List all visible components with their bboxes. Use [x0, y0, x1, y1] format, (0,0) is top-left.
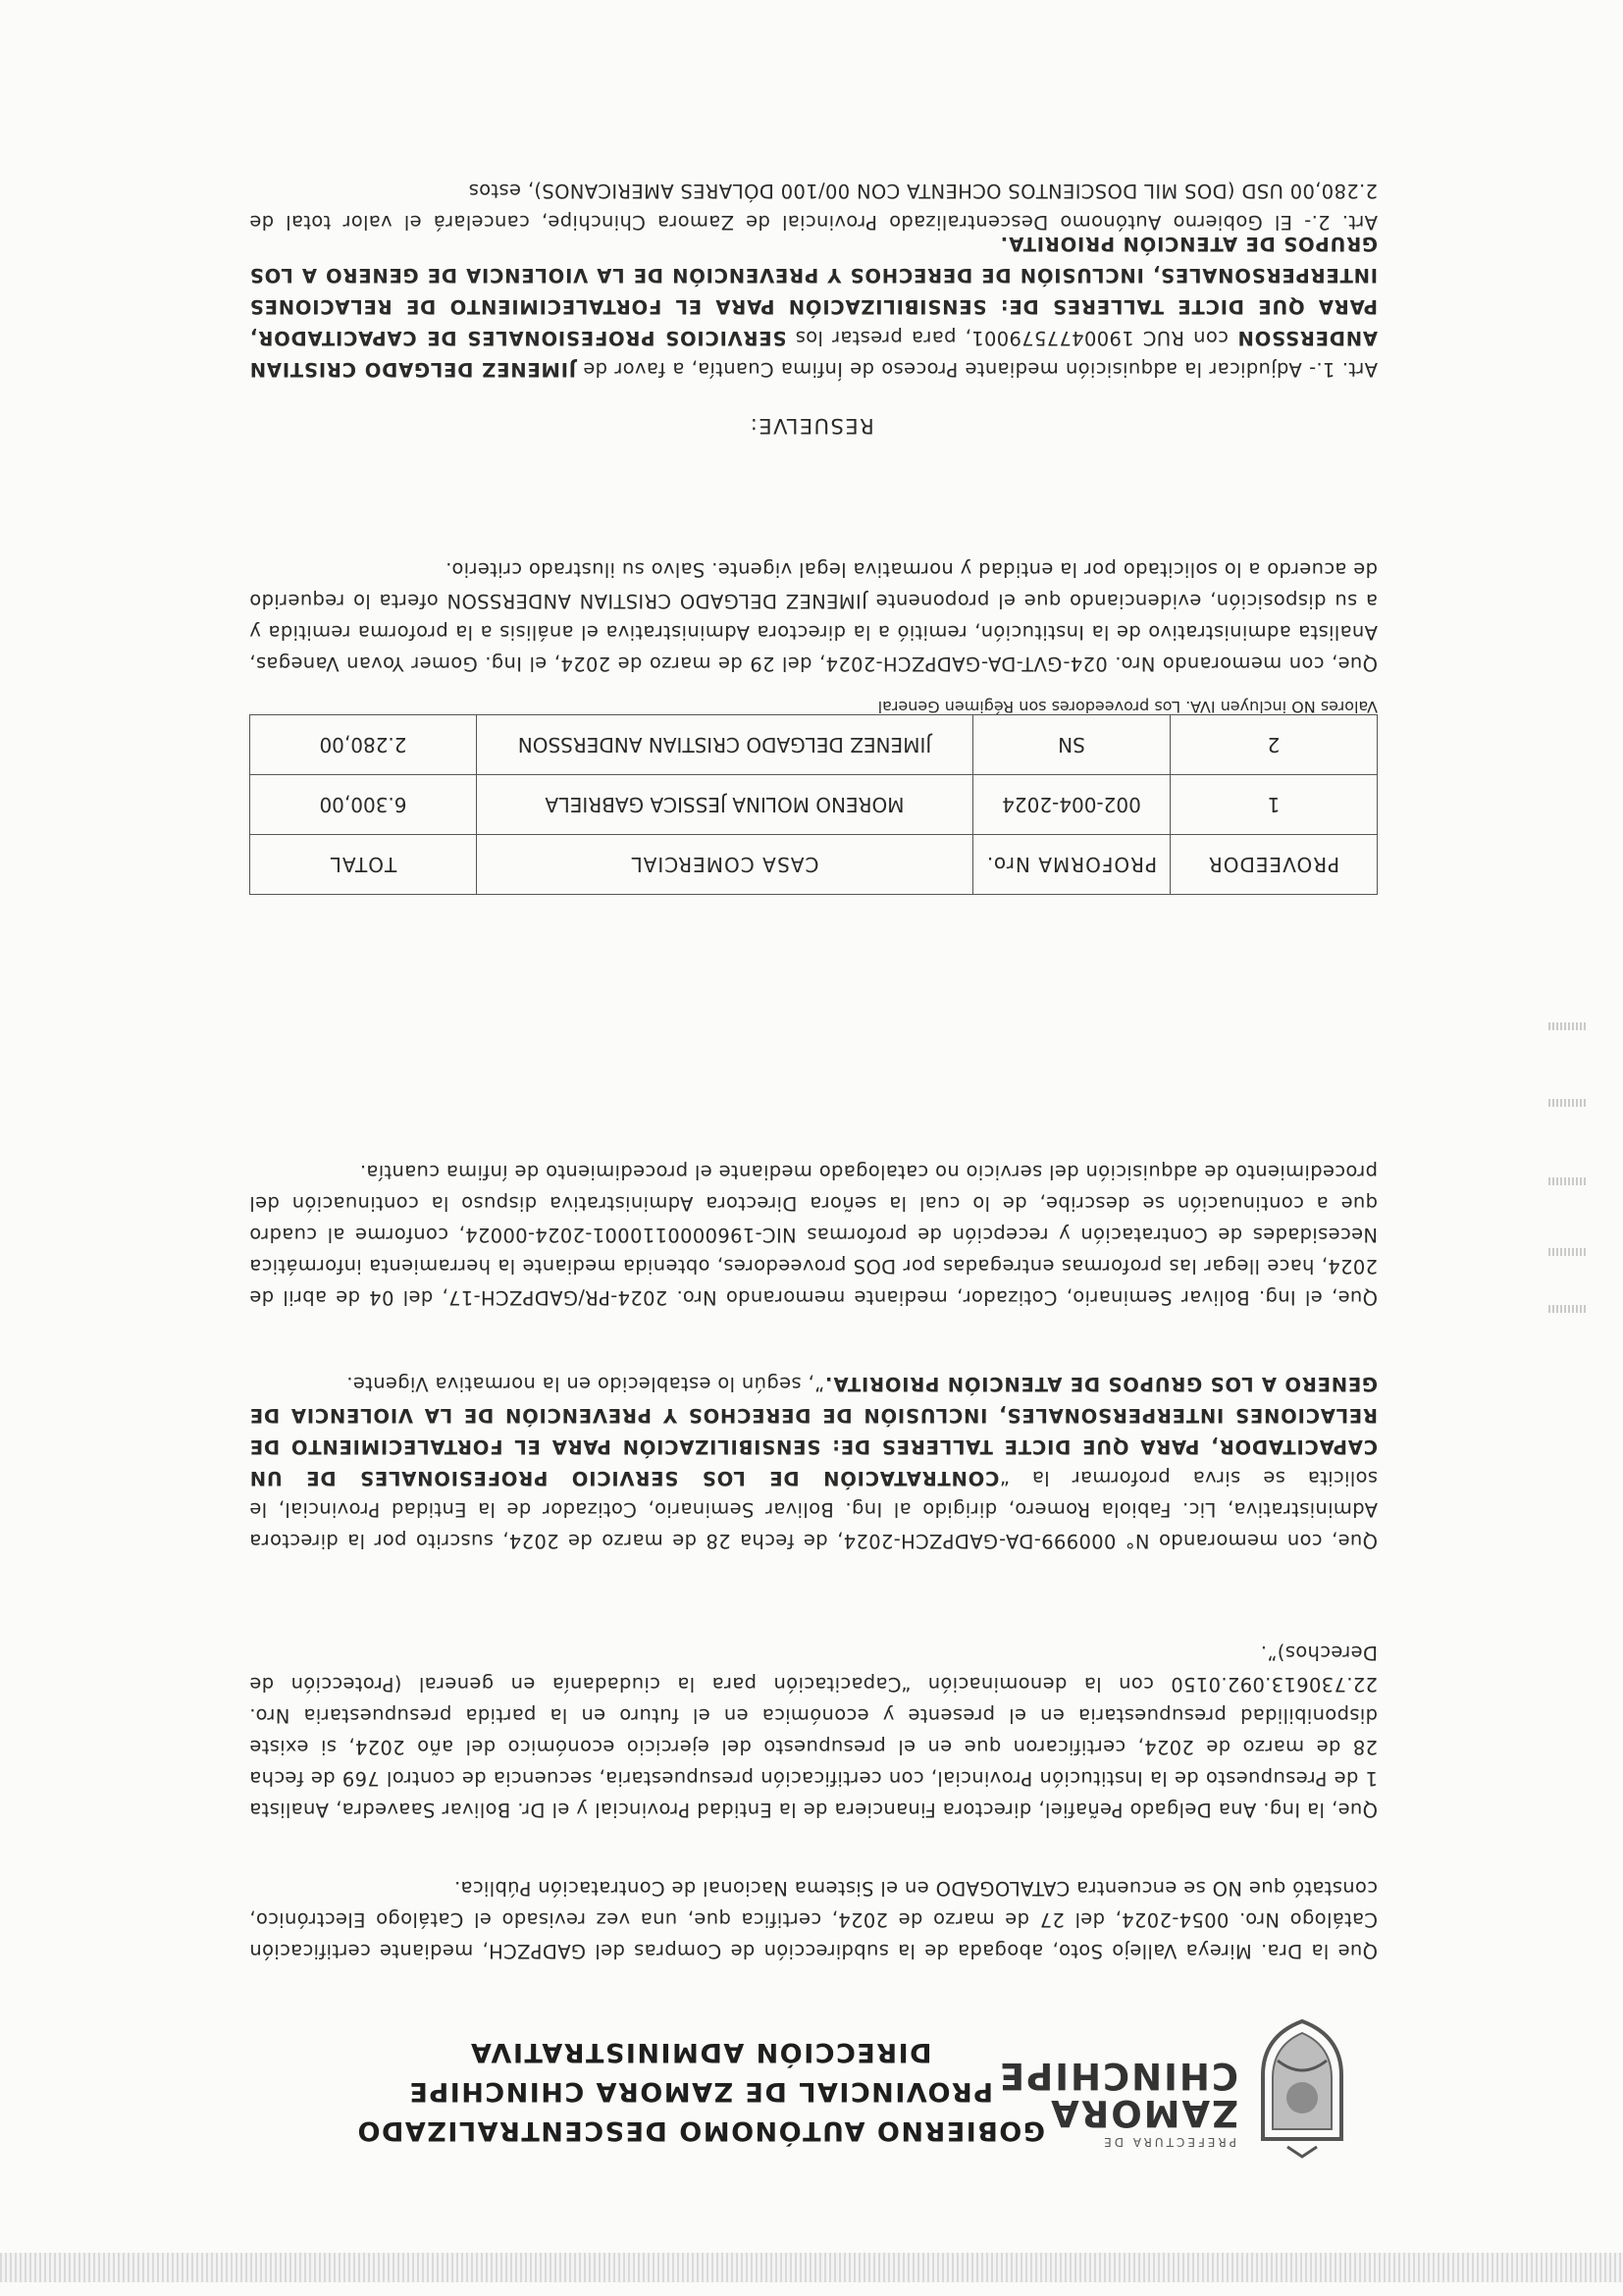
logo-line-2: CHINCHIPE — [997, 2055, 1238, 2097]
cell-proforma: SN — [973, 715, 1171, 775]
cell-total: 2.280,00 — [250, 715, 477, 775]
cell-proveedor: 1 — [1171, 775, 1378, 835]
art1-provider: JIMENEZ DELGADO CRISTIAN ANDERSSON — [249, 327, 1378, 381]
p3-text-c: ”, según lo establecido en la normativa Vigente. — [345, 1373, 825, 1395]
col-proveedor: PROVEEDOR — [1171, 835, 1378, 895]
table-row — [250, 775, 1378, 835]
resuelve-heading: RESUELVE: — [749, 414, 874, 438]
paragraph-memorando-solicitud — [249, 1368, 1378, 1556]
table-header-row — [250, 835, 1378, 895]
header-line-3: DIRECCIÓN ADMINISTRATIVA — [469, 2037, 932, 2067]
header-line-1: GOBIERNO AUTÓNOMO DESCENTRALIZADO — [356, 2115, 1045, 2146]
paragraph-presupuesto: Que, la Ing. Ana Delgado Peñafiel, directora Financiera de la Entidad Provincial y el Dr. Bolivar Saavedra, Analista 1 de Presupuesto de la Institución Provincial, con certificación presupuestaria, secuencia de control 769 de fecha 28 de marzo de 2024, certificaron que en el presupuesto del ejercicio económico del año 2024, si existe disponibilidad presupuestaria en el presente y económica en el futuro en la partida presupuestaria Nro. 22.730613.092.0150 con la denominación “Capacitación para la ciudadanía en general (Protección de Derechos)”. — [249, 1642, 1378, 1821]
art1-text-c: con RUC 1900477579001, para prestar los — [786, 327, 1237, 349]
art1-service: SERVICIOS PROFESIONALES DE CAPACITADOR, PARA QUE DICTE TALLERES DE: SENSIBILIZACIÓN PARA EL FORTALECIMIENTO DE RELACIONES INTERPERSONALES, INCLUSIÓN DE DERECHOS Y PREVENCIÓN DE LA VIOLENCIA DE GENERO A LOS GRUPOS DE ATENCIÓN PRIORITA. — [249, 233, 1378, 349]
cell-proforma: 002-004-2024 — [973, 775, 1171, 835]
header-line-2: PROVINCIAL DE ZAMORA CHINCHIPE — [407, 2076, 994, 2107]
table-note: Valores NO incluyen IVA. Los proveedores son Régimen General — [877, 698, 1378, 716]
crest-icon — [1248, 2011, 1356, 2159]
proformas-table — [249, 714, 1378, 895]
cell-casa: JIMENEZ DELGADO CRISTIAN ANDERSSON — [477, 715, 973, 775]
table-row — [250, 715, 1378, 775]
scan-smudge — [1548, 1248, 1588, 1256]
cell-proveedor: 2 — [1171, 715, 1378, 775]
art1-text-a: Art. 1.- Adjudicar la adquisición mediante Proceso de Ínfima Cuantía, a favor de — [576, 358, 1378, 381]
scan-smudge — [1548, 1305, 1588, 1313]
article-2: Art. 2.- El Gobierno Autónomo Descentralizado Provincial de Zamora Chinchipe, cancelará el valor total de 2.280,00 USD (DOS MIL DOSCIENTOS OCHENTA CON 00/100 DÓLARES AMERICANOS), estos — [249, 180, 1378, 234]
scan-edge-stripe — [0, 2253, 1623, 2282]
scan-smudge — [1548, 1177, 1588, 1185]
col-proforma: PROFORMA Nro. — [973, 835, 1171, 895]
paragraph-analisis: Que, con memorando Nro. 024-GVT-DA-GADPZCH-2024, del 29 de marzo de 2024, el Ing. Gomer Yovan Vanegas, Analista administrativo de la Institución, remitió a la directora Administrativa el análisis a la proforma remitida y a su disposición, evidenciando que el proponente JIMENEZ DELGADO CRISTIAN ANDERSSON oferta lo requerido de acuerdo a lo solicitado por la entidad y normativa legal vigente. Salvo su ilustrado criterio. — [249, 558, 1378, 675]
p3-text-a: Que, con memorando N° 000999-DA-GADPZCH-2024, de fecha 28 de marzo de 2024, suscrito por la directora Administrativa, Lic. Fabiola Romero, dirigido al Ing. Bolivar Seminario, Cotizador de la Entidad Provincial, le solicita se sirva proformar la “ — [249, 1467, 1378, 1552]
col-total: TOTAL — [250, 835, 477, 895]
prefecture-logo — [997, 2011, 1356, 2159]
article-1 — [249, 228, 1378, 385]
cell-total: 6.300,00 — [250, 775, 477, 835]
cell-casa: MORENO MOLINA JESSICA GABRIELA — [477, 775, 973, 835]
logo-line-1: ZAMORA — [1049, 2092, 1238, 2134]
scan-smudge — [1548, 1099, 1588, 1107]
scan-smudge — [1548, 1022, 1588, 1030]
logo-prefectura: PREFECTURA DE — [1101, 2135, 1236, 2149]
p3-service-name: CONTRATACIÓN DE LOS SERVICIO PROFESIONALES DE UN CAPACITADOR, PARA QUE DICTE TALLERES DE: SENSIBILIZACIÓN PARA EL FORTALECIMIENTO DE RELACIONES INTERPERSONALES, INCLUSIÓN DE DERECHOS Y PREVENCIÓN DE LA VIOLENCIA DE GENERO A LOS GRUPOS DE ATENCIÓN PRIORITA. — [249, 1373, 1378, 1489]
paragraph-proformas: Que, el Ing. Bolivar Seminario, Cotizador, mediante memorando Nro. 2024-PR/GADPZCH-17, del 04 de abril de 2024, hace llegar las proformas entregadas por DOS proveedores, obtenida mediante la herramienta informática Necesidades de Contratación y recepción de proformas NIC-1960000110001-2024-00024, conforme al cuadro que a continuación se describe, de lo cual la señora Directora Administrativa dispuso la continuación del procedimiento de adquisición del servicio no catalogado mediante el procedimiento de ínfima cuantía. — [249, 1161, 1378, 1309]
paragraph-catalogo: Que la Dra. Mireya Vallejo Soto, abogada de la subdirección de Compras del GADPZCH, mediante certificación Catálogo Nro. 0054-2024, del 27 de marzo de 2024, certifica que, una vez revisado el Catálogo Electrónico, constató que NO se encuentra CATALOGADO en el Sistema Nacional de Contratación Pública. — [249, 1877, 1378, 1962]
col-casa: CASA COMERCIAL — [477, 835, 973, 895]
